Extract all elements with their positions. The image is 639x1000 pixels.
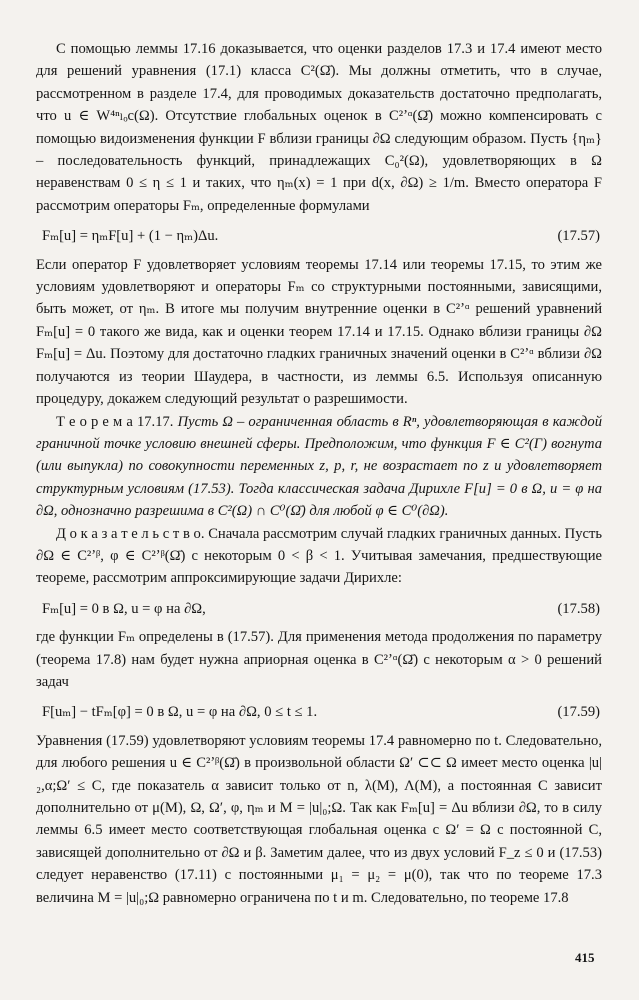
paragraph-continuation: где функции Fₘ определены в (17.57). Для применения метода продолжения по параметру (теорема 17.8) нам будет нужна априорная оценка в C²ʼᵅ(Ω̄) с некоторым α > 0 решений задач: [36, 629, 602, 690]
equation-17-58: [36, 598, 602, 620]
equation-number: (17.59): [557, 704, 600, 721]
body-text: [36, 38, 602, 909]
page-number: 415: [575, 950, 595, 965]
equation-17-59: [36, 701, 602, 723]
proof-text: Сначала рассмотрим случай гладких граничных данных. Пусть ∂Ω ∈ C²ʼᵝ, φ ∈ C²ʼᵝ(Ω̄) с некоторым 0 < β < 1. Учитывая замечания, предшествующие теореме, рассмотрим аппроксимирующие задачи Дирихле:: [36, 525, 603, 587]
equation-body: F[uₘ] − tFₘ[φ] = 0 в Ω, u = φ на ∂Ω, 0 ≤ t ≤ 1.: [42, 704, 318, 721]
equation-17-57: [36, 225, 602, 247]
paragraph-estimates: Уравнения (17.59) удовлетворяют условиям теоремы 17.4 равномерно по t. Следовательно, для любого решения u ∈ C²ʼᵝ(Ω̄) в произвольной области Ω′ ⊂⊂ Ω имеет место оценка |u|₂,α;Ω′ ≤ C, где показатель α зависит только от n, λ(M), Λ(M), а постоянная C зависит дополнительно от μ(M), Ω, Ω′, φ, ηₘ и M = |u|₀;Ω. Так как Fₘ[u] = Δu вблизи ∂Ω, то в силу леммы 6.5 имеет место соответствующая глобальная оценка с Ω′ = Ω с постоянной C, зависящей дополнительно от ∂Ω и β. Заметим далее, что из двух условий F_z ≤ 0 и (17.53) следует неравенство (17.11) с постоянными μ₁ = μ₂ = μ(0), так что по теореме 17.3 величина M = |u|₀;Ω равномерно ограничена по t и m. Следовательно, по теореме 17.8: [36, 732, 602, 906]
paragraph-operator: Если оператор F удовлетворяет условиям теоремы 17.14 или теоремы 17.15, то этим же условиям удовлетворяют и операторы Fₘ со структурными постоянными, зависящими, быть может, от ηₘ. В итоге мы получим внутренние оценки в C²ʼᵅ решений уравнений Fₘ[u] = 0 такого же вида, как и оценки теорем 17.14 и 17.15. Однако вблизи границы ∂Ω Fₘ[u] = Δu. Поэтому для достаточно гладких граничных значений оценки в C²ʼᵅ вблизи ∂Ω получаются из теории Шаудера, в частности, из леммы 6.5. Используя описанную процедуру, докажем следующий результат о разрешимости.: [36, 256, 602, 408]
equation-body: Fₘ[u] = ηₘF[u] + (1 − ηₘ)Δu.: [42, 228, 219, 245]
paragraph-intro: С помощью леммы 17.16 доказывается, что оценки разделов 17.3 и 17.4 имеют место для решений уравнения (17.1) класса C²(Ω̄). Мы должны отметить, что в случае, рассмотренном в разделе 17.4, для проводимых доказательств достаточно предполагать, что u ∈ W⁴ⁿₗₒc(Ω). Отсутствие глобальных оценок в C²ʼᵅ(Ω̄) можно компенсировать с помощью видоизменения функции F вблизи границы ∂Ω следующим образом. Пусть {ηₘ} – последовательность функций, принадлежащих C₀²(Ω), удовлетворяющих в Ω неравенствам 0 ≤ η ≤ 1 и таких, что ηₘ(x) = 1 при d(x, ∂Ω) ≥ 1/m. Вместо оператора F рассмотрим операторы Fₘ, определенные формулами: [36, 41, 602, 214]
equation-number: (17.58): [557, 600, 600, 617]
equation-body: Fₘ[u] = 0 в Ω, u = φ на ∂Ω,: [42, 600, 206, 617]
theorem-statement: Пусть Ω – ограниченная область в Rⁿ, удовлетворяющая в каждой граничной точке условию внешней сферы. Предположим, что функция F ∈ C²(Γ) вогнута (или выпукла) по совокупности переменных z, p, r, не возрастает по z и удовлетворяет структурным условиям (17.53). Тогда классическая задача Дирихле F[u] = 0 в Ω, u = φ на ∂Ω, однозначно разрешима в C²(Ω) ∩ C⁰(Ω̄) для любой φ ∈ C⁰(∂Ω).: [36, 413, 602, 520]
theorem-heading: Т е о р е м а 17.17.: [56, 413, 174, 430]
theorem-17-17: [36, 411, 602, 523]
equation-number: (17.57): [557, 228, 600, 245]
proof: [36, 523, 602, 590]
proof-heading: Д о к а з а т е л ь с т в о.: [56, 525, 205, 542]
